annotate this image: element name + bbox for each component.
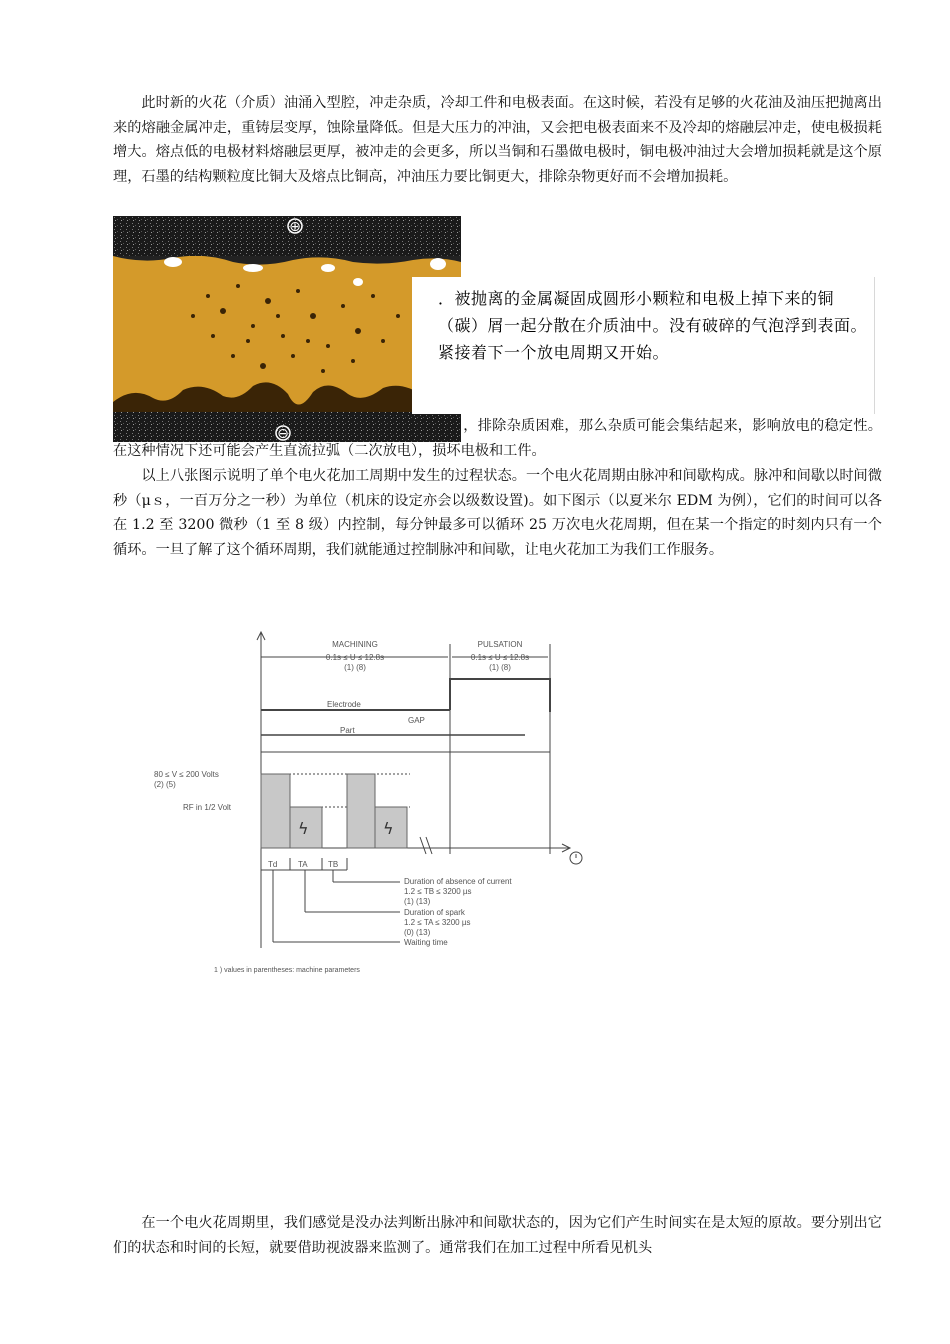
paragraph-stability-text: ，排除杂质困难，那么杂质可能会集结起来，影响放电的稳定性。在这种情况下还可能会产生直流拉弧（二次放电），损坏电极和工件。 [113,418,882,459]
paragraph-intro: 此时新的火花（介质）油涌入型腔，冲走杂质，冷却工件和电极表面。在这时候，若没有足够的火花油及油压把抛离出来的熔融金属冲走，重铸层变厚，蚀除量降低。但是大压力的冲油，又会把电极表面来不及冷却的熔融层冲走，使电极损耗增大。熔点低的电极材料熔融层更厚，被冲走的会更多，所以当铜和石墨做电极时，铜电极冲油过大会增加损耗就是这个原理，石墨的结构颗粒度比铜大及熔点比铜高，冲油压力要比铜更大，排除杂物更好而不会增加损耗。 [113,95,882,185]
tb-title: Duration of absence of current [404,877,512,886]
rf-label: RF in 1/2 Volt [183,803,232,812]
machining-params: (1) (8) [344,663,366,672]
td-title: Waiting time [404,938,448,947]
machining-label: MACHINING [332,640,378,649]
ta-range: 1.2 ≤ TA ≤ 3200 µs [404,918,471,927]
plus-electrode-symbol: ⊕ [289,219,301,235]
minus-part-symbol: ⊖ [277,426,289,442]
svg-text:ϟ: ϟ [383,819,394,838]
tb-range: 1.2 ≤ TB ≤ 3200 µs [404,887,472,896]
pulse-timing-diagram [150,622,595,977]
spark-process-image [113,216,461,442]
diagram-footnote: 1 ) values in parentheses: machine parameters [214,967,360,974]
voltage-range: 80 ≤ V ≤ 200 Volts [154,770,219,779]
tb-params: (1) (13) [404,897,431,906]
ta-params: (0) (13) [404,928,431,937]
gap-label: GAP [408,716,425,725]
machining-range: 0.1s ≤ U ≤ 12.8s [325,653,385,662]
spark-caption: ．被抛离的金属凝固成圆形小颗粒和电极上掉下来的铜（碳）屑一起分散在介质油中。没有破碎的气泡浮到表面。紧接着下一个放电周期又开始。 [438,289,868,362]
ta-label: TA [298,860,308,869]
tb-label: TB [328,860,339,869]
pulsation-label: PULSATION [477,640,523,649]
paragraph-cycle: 以上八张图示说明了单个电火花加工周期中发生的过程状态。一个电火花周期由脉冲和间歇构成。脉冲和间歇以时间微秒（μｓ，一百万分之一秒）为单位（机床的设定亦会以级数设置)。如下图示（以夏米尔 EDM 为例），它们的时间可以各在 1.2 至 3200 微秒（1 至 8 级）内控制，每分钟最多可以循环 25 万次电火花周期，但在某一个指定的时刻内只有一个循环。一旦了解了这个循环周期，我们就能通过控制脉冲和间歇，让电火花加工为我们工作服务。 [113,468,882,558]
electrode-label: Electrode [327,700,361,709]
image-overlap-spacer [113,420,463,430]
paragraph-oscilloscope: 在一个电火花周期里，我们感觉是没办法判断出脉冲和间歇状态的，因为它们产生时间实在是太短的原故。要分别出它们的状态和时间的长短，就要借助视波器来监测了。通常我们在加工过程中所看见机头 [113,1215,882,1256]
ta-title: Duration of spark [404,908,465,917]
part-label: Part [340,726,355,735]
voltage-params: (2) (5) [154,780,176,789]
pulsation-range: 0.1s ≤ U ≤ 12.8s [470,653,530,662]
pulsation-params: (1) (8) [489,663,511,672]
svg-text:ϟ: ϟ [298,819,309,838]
td-label: Td [268,860,278,869]
paragraph-stability [113,414,882,463]
